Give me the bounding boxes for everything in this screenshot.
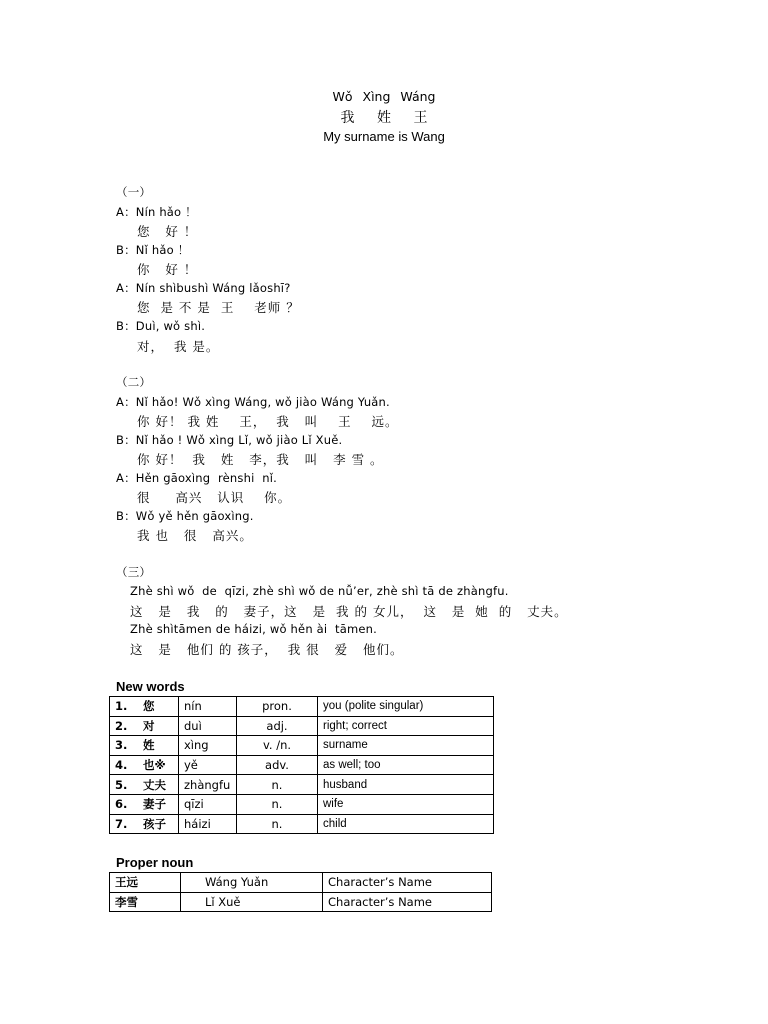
pinyin-text: Nín shìbushì Wáng lǎoshī?	[135, 281, 291, 295]
word-hanzi: 孩子	[143, 816, 166, 831]
word-part-of-speech: adj.	[237, 716, 318, 736]
proper-noun-pinyin: Lǐ Xuě	[181, 892, 323, 912]
hanzi-text: 我 也 很 高兴。	[137, 528, 253, 543]
word-number-cell	[110, 697, 179, 717]
proper-noun-pinyin: Wáng Yuǎn	[181, 873, 323, 893]
table-row	[110, 892, 492, 912]
proper-noun-table	[109, 872, 492, 912]
pinyin-text: Zhè shì wǒ de qīzi, zhè shì wǒ de nǚ’er, zhè shì tā de zhàngfu.	[130, 584, 509, 598]
word-number-cell	[110, 814, 179, 834]
title-hanzi-3: 王	[413, 110, 428, 126]
hanzi-text: 您 是 不 是 王 老师 ？	[137, 300, 300, 315]
hanzi-text: 你 好！ 我 姓 王， 我 叫 王 远。	[137, 414, 399, 429]
word-number: 6.	[115, 797, 128, 812]
word-hanzi: 姓	[143, 738, 155, 753]
pinyin-text: Nǐ hǎo ！	[135, 243, 190, 257]
dialogue-line	[116, 432, 342, 448]
title-pinyin-1: Wǒ	[332, 89, 353, 104]
pinyin-text: Hěn gāoxìng rènshi nǐ.	[135, 471, 277, 485]
word-hanzi: 丈夫	[143, 777, 166, 792]
pinyin-text: Nǐ hǎo! Wǒ xìng Wáng, wǒ jiào Wáng Yuǎn.	[135, 395, 390, 409]
speaker-label: A：	[116, 395, 136, 409]
word-pinyin: yě	[179, 755, 237, 775]
title-hanzi-2: 姓	[377, 110, 391, 126]
speaker-label: B：	[116, 509, 136, 523]
word-number: 2.	[115, 718, 128, 733]
dialogue-line	[116, 318, 205, 334]
hanzi-text: 您 好 ！	[137, 224, 198, 239]
pinyin-text: Zhè shìtāmen de háizi, wǒ hěn ài tāmen.	[130, 622, 377, 636]
proper-noun-description: Character’s Name	[323, 892, 492, 912]
word-pinyin: háizi	[179, 814, 237, 834]
speaker-label: A：	[116, 205, 136, 219]
hanzi-text: 这 是 他们 的 孩子， 我 很 爱 他们。	[130, 642, 404, 657]
hanzi-text: 这 是 我 的 妻子，这 是 我 的 女儿， 这 是 她 的 丈夫。	[130, 604, 568, 619]
speaker-label: B：	[116, 243, 136, 257]
word-number: 1.	[115, 699, 128, 714]
word-pinyin: qīzi	[179, 794, 237, 814]
word-part-of-speech: n.	[237, 775, 318, 795]
dialogue-line	[116, 470, 277, 486]
dialogue-line	[116, 204, 197, 220]
dialogue-line	[116, 242, 189, 258]
word-part-of-speech: pron.	[237, 697, 318, 717]
table-row	[110, 697, 494, 717]
word-number-cell	[110, 775, 179, 795]
speaker-label: B：	[116, 319, 136, 333]
word-number: 7.	[115, 816, 128, 831]
word-number-cell	[110, 794, 179, 814]
table-row	[110, 716, 494, 736]
dialogue-line	[116, 508, 254, 524]
proper-noun-heading: Proper noun	[116, 855, 194, 870]
speaker-label: B：	[116, 433, 136, 447]
table-row	[110, 775, 494, 795]
word-number: 5.	[115, 777, 128, 792]
title-english: My surname is Wang	[323, 129, 445, 144]
table-row	[110, 755, 494, 775]
word-definition: as well; too	[318, 755, 494, 775]
dialogue1-heading: （一）	[116, 185, 152, 199]
word-definition: right; correct	[318, 716, 494, 736]
word-number: 3.	[115, 738, 128, 753]
word-definition: husband	[318, 775, 494, 795]
title-pinyin-2: Xìng	[362, 89, 391, 104]
word-pinyin: nín	[179, 697, 237, 717]
hanzi-text: 你 好 ！	[137, 262, 198, 277]
dialogue-line	[116, 394, 390, 410]
word-pinyin: duì	[179, 716, 237, 736]
new-words-heading: New words	[116, 679, 185, 694]
pinyin-text: Nǐ hǎo ! Wǒ xìng Lǐ, wǒ jiào Lǐ Xuě.	[135, 433, 343, 447]
table-row	[110, 736, 494, 756]
word-definition: child	[318, 814, 494, 834]
word-pinyin: zhàngfu	[179, 775, 237, 795]
pinyin-text: Duì, wǒ shì.	[135, 319, 206, 333]
pinyin-text: Wǒ yě hěn gāoxìng.	[135, 509, 254, 523]
word-hanzi: 对	[143, 718, 155, 733]
speaker-label: A：	[116, 281, 136, 295]
speaker-label: A：	[116, 471, 136, 485]
word-number-cell	[110, 755, 179, 775]
word-number-cell	[110, 736, 179, 756]
pinyin-text: Nín hǎo ！	[135, 205, 197, 219]
hanzi-text: 很 高兴 认识 你。	[137, 490, 292, 505]
title-pinyin	[0, 89, 768, 104]
word-definition: wife	[318, 794, 494, 814]
word-hanzi: 您	[143, 699, 155, 714]
word-definition: you (polite singular)	[318, 697, 494, 717]
table-row	[110, 794, 494, 814]
dialogue-line	[116, 280, 291, 296]
word-number-cell	[110, 716, 179, 736]
word-hanzi: 也※	[143, 758, 166, 773]
proper-noun-hanzi: 李雪	[110, 892, 181, 912]
word-part-of-speech: n.	[237, 794, 318, 814]
dialogue2-heading: （二）	[116, 375, 152, 389]
word-pinyin: xìng	[179, 736, 237, 756]
table-row	[110, 814, 494, 834]
new-words-table	[109, 696, 494, 834]
dialogue3-heading: （三）	[116, 565, 152, 579]
proper-noun-description: Character’s Name	[323, 873, 492, 893]
word-part-of-speech: adv.	[237, 755, 318, 775]
table-row	[110, 873, 492, 893]
word-part-of-speech: v. /n.	[237, 736, 318, 756]
word-hanzi: 妻子	[143, 797, 166, 812]
word-definition: surname	[318, 736, 494, 756]
proper-noun-hanzi: 王远	[110, 873, 181, 893]
title-pinyin-3: Wáng	[400, 89, 436, 104]
title-hanzi-1: 我	[340, 110, 355, 126]
hanzi-text: 对， 我 是。	[137, 339, 220, 354]
title-hanzi	[0, 107, 768, 127]
hanzi-text: 你 好！ 我 姓 李，我 叫 李 雪 。	[137, 452, 384, 467]
word-number: 4.	[115, 758, 128, 773]
word-part-of-speech: n.	[237, 814, 318, 834]
